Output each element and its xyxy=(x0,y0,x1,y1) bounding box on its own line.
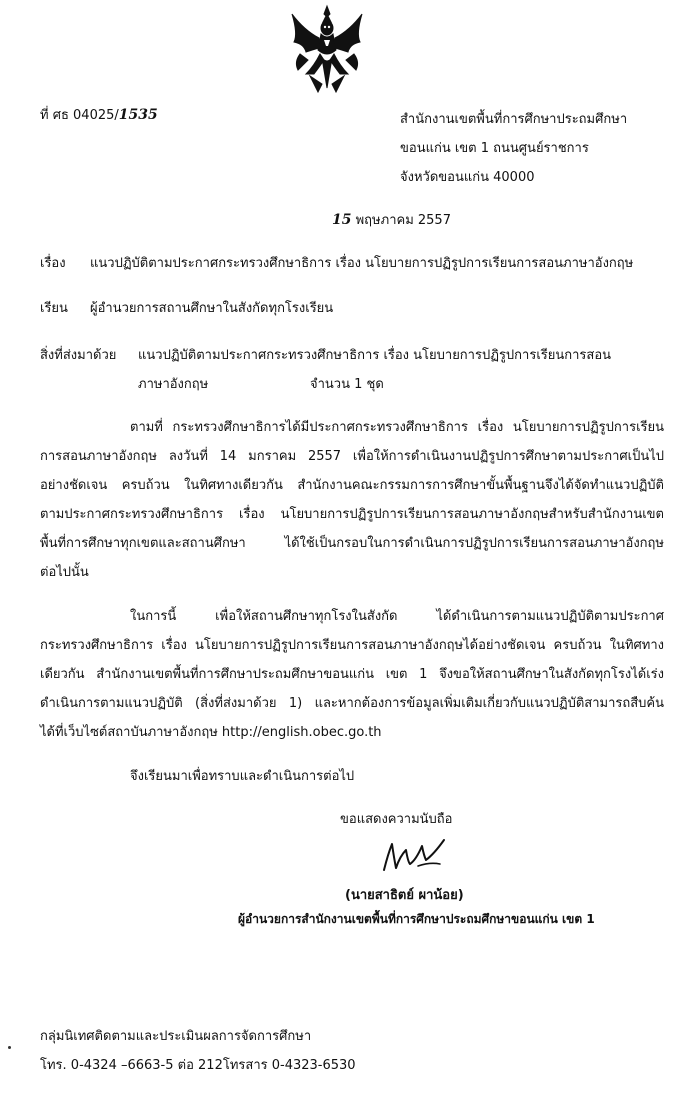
scan-speck xyxy=(8,1046,11,1049)
handwritten-signature xyxy=(378,834,450,876)
subject-label: เรื่อง xyxy=(40,256,66,271)
paragraph-line: การสอนภาษาอังกฤษ ลงวันที่ 14 มกราคม 2557 เพื่อให้การดำเนินงานปฏิรูปการศึกษาตามประกาศเป็นไป xyxy=(40,449,664,464)
enclosure-label: สิ่งที่ส่งมาด้วย xyxy=(40,348,117,363)
enclosure-line: ภาษาอังกฤษ xyxy=(138,377,209,392)
paragraph-line: ตามที่ กระทรวงศึกษาธิการได้มีประกาศกระทรวงศึกษาธิการ เรื่อง นโยบายการปฏิรูปการเรียน xyxy=(130,420,664,435)
reference-handwritten-number: 1535 xyxy=(118,107,158,123)
paragraph-line: พื้นที่การศึกษาทุกเขตและสถานศึกษา ได้ใช้เป็นกรอบในการดำเนินการปฏิรูปการเรียนการสอนภาษาอังกฤษ xyxy=(40,536,664,551)
signer-name: (นายสาธิตย์ ผาน้อย) xyxy=(345,888,464,903)
address-line: จังหวัดขอนแก่น 40000 xyxy=(400,170,535,185)
signer-position: ผู้อำนวยการสำนักงานเขตพื้นที่การศึกษาประถมศึกษาขอนแก่น เขต 1 xyxy=(238,912,595,926)
letter-date xyxy=(332,209,451,230)
enclosure-line: แนวปฏิบัติตามประกาศกระทรวงศึกษาธิการ เรื่อง นโยบายการปฏิรูปการเรียนการสอน xyxy=(138,348,612,363)
paragraph-line: ในการนี้ เพื่อให้สถานศึกษาทุกโรงในสังกัด ได้ดำเนินการตามแนวปฏิบัติตามประกาศ xyxy=(130,609,664,624)
paragraph-line: ต่อไปนั้น xyxy=(40,565,89,580)
reference-prefix: ที่ ศธ 04025/ xyxy=(40,108,119,123)
enclosure-quantity: จำนวน 1 ชุด xyxy=(310,377,384,392)
reference-number xyxy=(40,104,158,125)
closing-request: จึงเรียนมาเพื่อทราบและดำเนินการต่อไป xyxy=(130,769,355,784)
date-day-handwritten: 15 xyxy=(332,212,352,228)
date-month-year: พฤษภาคม 2557 xyxy=(351,213,451,228)
footer-department: กลุ่มนิเทศติดตามและประเมินผลการจัดการศึกษา xyxy=(40,1029,312,1044)
subject-text: แนวปฏิบัติตามประกาศกระทรวงศึกษาธิการ เรื่อง นโยบายการปฏิรูปการเรียนการสอนภาษาอังกฤษ xyxy=(90,256,634,271)
paragraph-line: กระทรวงศึกษาธิการ เรื่อง นโยบายการปฏิรูปการเรียนการสอนภาษาอังกฤษได้อย่างชัดเจน ครบถ้วน ในทิศทาง xyxy=(40,638,664,653)
closing-regards: ขอแสดงความนับถือ xyxy=(340,812,453,827)
recipient-text: ผู้อำนวยการสถานศึกษาในสังกัดทุกโรงเรียน xyxy=(90,301,334,316)
garuda-emblem-icon xyxy=(284,4,370,96)
paragraph-line: อย่างชัดเจน ครบถ้วน ในทิศทางเดียวกัน สำนักงานคณะกรรมการการศึกษาขั้นพื้นฐานจึงได้จัดทำแนวปฏิบัติ xyxy=(40,478,664,493)
paragraph-line: ได้ที่เว็บไซต์สถาบันภาษาอังกฤษ http://english.obec.go.th xyxy=(40,725,382,740)
footer-contact: โทร. 0-4324 –6663-5 ต่อ 212โทรสาร 0-4323-6530 xyxy=(40,1058,356,1073)
recipient-label: เรียน xyxy=(40,301,68,316)
address-line: สำนักงานเขตพื้นที่การศึกษาประถมศึกษา xyxy=(400,112,628,127)
paragraph-line: ดำเนินการตามแนวปฏิบัติ (สิ่งที่ส่งมาด้วย 1) และหากต้องการข้อมูลเพิ่มเติมเกี่ยวกับแนวปฏิบัติสามารถสืบค้น xyxy=(40,696,664,711)
address-line: ขอนแก่น เขต 1 ถนนศูนย์ราชการ xyxy=(400,141,589,156)
paragraph-line: เดียวกัน สำนักงานเขตพื้นที่การศึกษาประถมศึกษาขอนแก่น เขต 1 จึงขอให้สถานศึกษาในสังกัดทุกโรงได้เร่ง xyxy=(40,667,664,682)
paragraph-line: ตามประกาศกระทรวงศึกษาธิการ เรื่อง นโยบายการปฏิรูปการเรียนการสอนภาษาอังกฤษสำหรับสำนักงานเขต xyxy=(40,507,664,522)
